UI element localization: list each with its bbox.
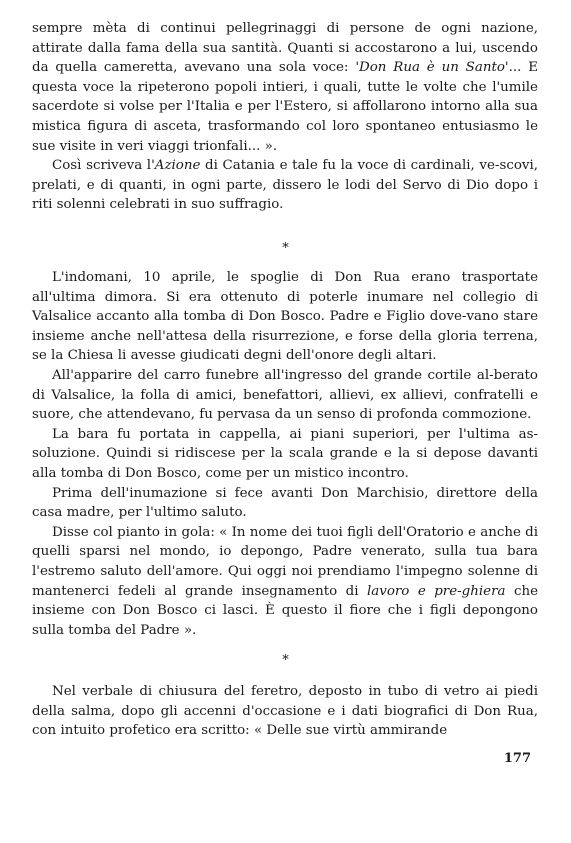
text-block-middle (32, 268, 538, 640)
paragraph: Prima dell'inumazione si fece avanti Don Marchisio, direttore della casa madre, per l'ultimo saluto. (32, 485, 538, 521)
section-separator: * (282, 241, 289, 256)
italic-text: 'Don Rua è un Santo' (355, 60, 509, 76)
paragraph: Nel verbale di chiusura del feretro, deposto in tubo di vetro ai piedi della salma, dopo gli accenni d'occasione e i dati biografici di Don Rua, con intuito profetico era scritto: « Delle sue virtù ammirande (32, 684, 538, 739)
section-separator: * (282, 653, 289, 668)
text-block-bottom (32, 682, 538, 741)
paragraph: La bara fu portata in cappella, ai piani superiori, per l'ultima as-soluzione. Quindi si ridiscese per la scala grande e la si depose davanti alla tomba di Don Bosco, come per un mistico incontro. (32, 426, 538, 481)
italic-text: Azione (154, 158, 201, 174)
paragraph: Disse col pianto in gola: « In nome dei tuoi figli dell'Oratorio e anche di quelli sparsi nel mondo, io depongo, Padre venerato, sulla tua bara l'estremo saluto dell'amore. Qui oggi noi prendiamo l'impegno solenne di mantenerci fedeli al grande insegnamento di lavoro e pre-ghiera che insieme con Don Bosco ci lasci. È questo il fiore che i figli depongono sulla tomba del Padre ». (32, 524, 538, 638)
page-number: 177 (503, 751, 531, 766)
paragraph: Così scriveva l'Azione di Catania e tale fu la voce di cardinali, ve-scovi, prelati, e di quanti, in ogni parte, dissero le lodi del Servo di Dio dopo i riti solenni celebrati in suo suffragio. (32, 158, 538, 213)
italic-text: lavoro e pre-ghiera (366, 583, 506, 599)
paragraph: sempre mèta di continui pellegrinaggi di persone de ogni nazione, attirate dalla fama della sua santità. Quanti si accostarono a lui, uscendo da quella cameretta, avevano una sola voce: 'Don Rua è un Santo'... E questa voce la ripeterono popoli intieri, i quali, tutte le volte che l'umile sacerdote si volse per l'Italia e per l'Estero, si affollarono intorno alla sua mistica figura di asceta, trasformando col loro spontaneo entusiasmo le sue visite in veri viaggi trionfali... ». (32, 21, 538, 154)
paragraph: All'apparire del carro funebre all'ingresso del grande cortile al-berato di Valsalice, la folla di amici, benefattori, allievi, ex allievi, confratelli e suore, che attendevano, fu pervasa da un senso di profonda commozione. (32, 367, 538, 423)
paragraph: L'indomani, 10 aprile, le spoglie di Don Rua erano trasportate all'ultima dimora. Si era ottenuto di poterle inumare nel collegio di Valsalice accanto alla tomba di Don Bosco. Padre e Figlio dove-vano stare insieme anche nell'attesa della risurrezione, e forse della gloria terrena, se la Chiesa li avesse giudicati degni dell'onore degli altari. (32, 270, 538, 364)
text-block-top (32, 19, 538, 215)
